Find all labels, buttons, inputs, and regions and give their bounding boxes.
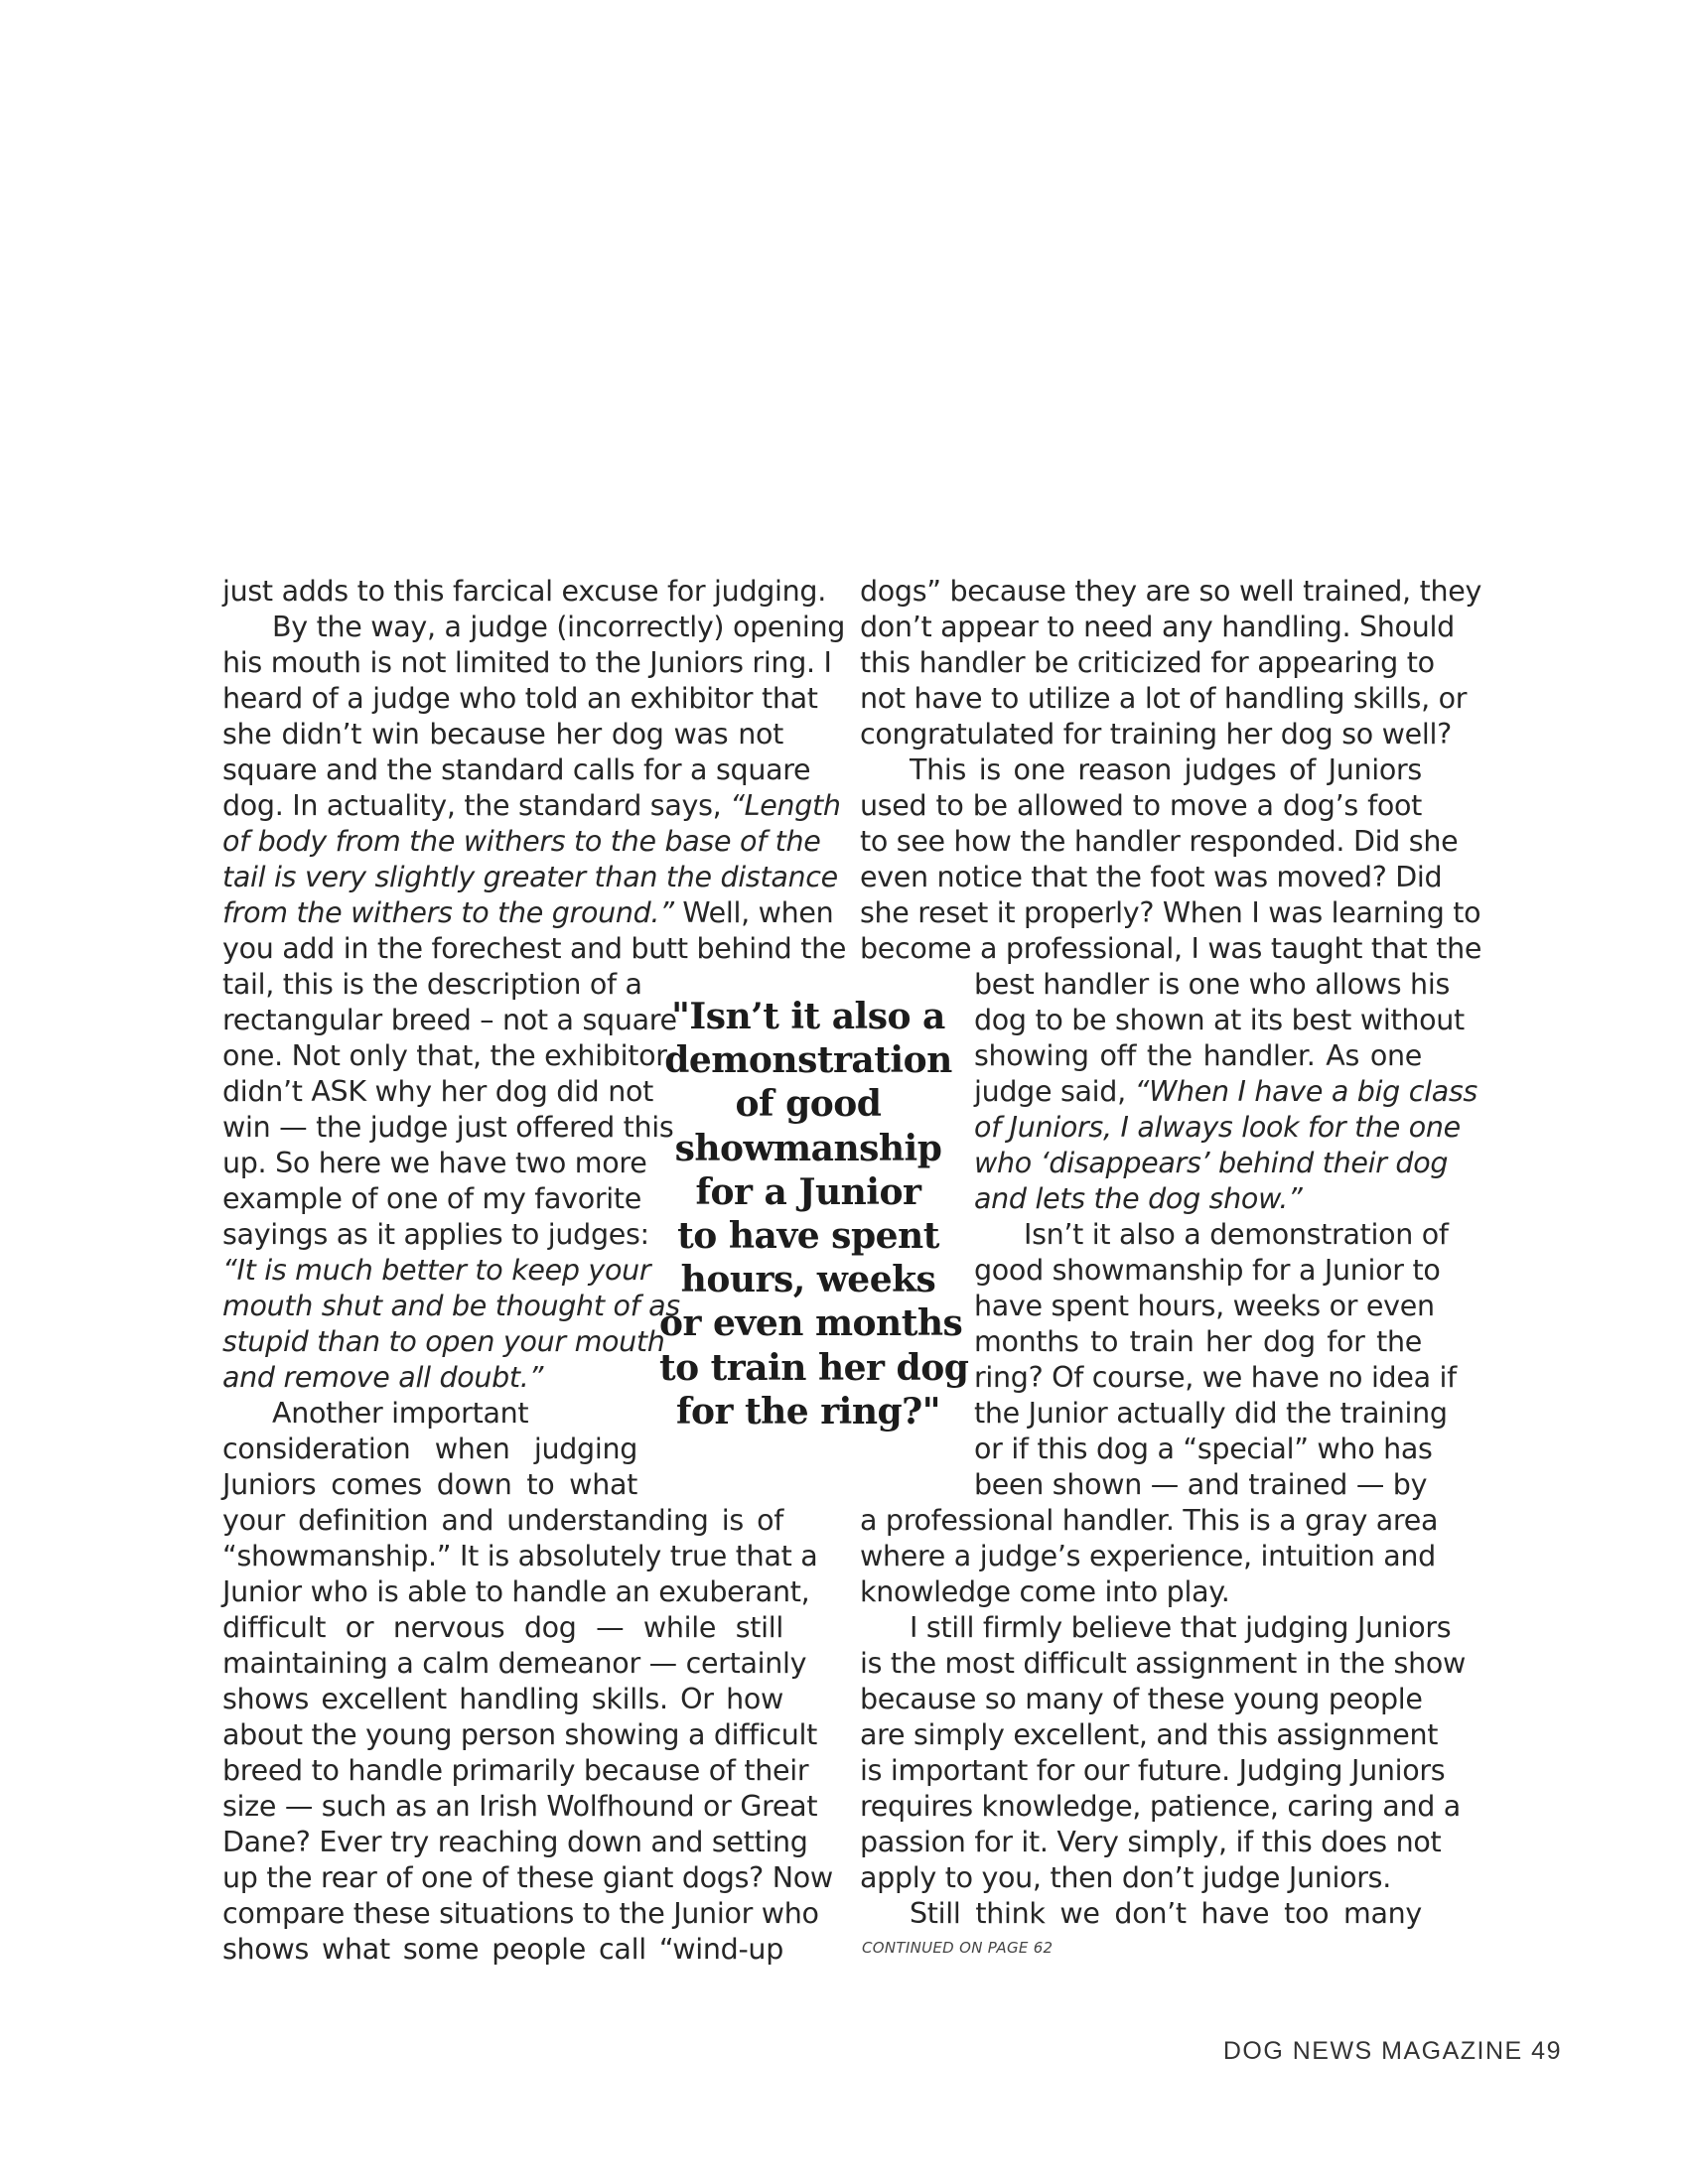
text-run: Well, when	[673, 896, 834, 929]
quote-text: “It is much better to keep your	[222, 1254, 651, 1287]
quote-text: of body from the withers to the base of the	[222, 825, 821, 858]
text-line: are simply excellent, and this assignment	[860, 1718, 1439, 1751]
text-line: she reset it properly? When I was learning to	[860, 896, 1481, 929]
quote-text: “Length	[730, 789, 841, 822]
text-line: shows what some people call “wind-up	[222, 1933, 783, 1966]
text-line: heard of a judge who told an exhibitor that	[222, 682, 818, 715]
text-line: didn’t ASK why her dog did not	[222, 1075, 653, 1108]
text-line	[974, 1146, 1449, 1181]
text-line: Junior who is able to handle an exuberant,	[222, 1575, 810, 1608]
text-run: dog. In actuality, the standard says,	[222, 789, 731, 822]
text-line: passion for it. Very simply, if this does not	[860, 1826, 1442, 1858]
text-line: your definition and understanding is of	[222, 1504, 783, 1537]
text-line: showing off the handler. As one	[974, 1039, 1422, 1072]
text-line	[222, 1360, 637, 1396]
text-line: example of one of my favorite	[222, 1182, 642, 1215]
text-line: up the rear of one of these giant dogs? Now	[222, 1861, 833, 1894]
text-line	[222, 1289, 680, 1324]
text-line: she didn’t win because her dog was not	[222, 718, 783, 751]
text-line	[974, 1181, 1422, 1217]
quote-text: tail is very slightly greater than the distance	[222, 861, 838, 893]
pull-quote-line: to have spent	[677, 1215, 939, 1258]
text-line	[222, 1324, 665, 1360]
text-line: months to train her dog for the	[974, 1325, 1422, 1358]
text-line: rectangular breed – not a square	[222, 1004, 677, 1036]
text-line	[222, 824, 821, 860]
pull-quote-line: of good	[735, 1083, 882, 1126]
text-line: because so many of these young people	[860, 1683, 1423, 1715]
pull-quote-line: for a Junior	[695, 1170, 921, 1213]
text-line: win — the judge just offered this	[222, 1111, 674, 1144]
text-line: Isn’t it also a demonstration of	[1024, 1218, 1449, 1251]
quote-text: and remove all doubt.”	[222, 1361, 544, 1394]
text-line: By the way, a judge (incorrectly) opening	[272, 611, 846, 643]
quote-text: from the withers to the ground.”	[222, 896, 674, 929]
text-line: to see how the handler responded. Did she	[860, 825, 1459, 858]
text-line: knowledge come into play.	[860, 1575, 1230, 1608]
text-line: compare these situations to the Junior who	[222, 1897, 819, 1930]
text-line: is the most difficult assignment in the show	[860, 1647, 1466, 1680]
pull-quote-line: to train her dog	[659, 1346, 969, 1389]
text-line: just adds to this farcical excuse for judging.	[222, 575, 826, 608]
pull-quote-line: demonstration	[664, 1039, 952, 1082]
pull-quote-line: "Isn’t it also a	[671, 996, 945, 1037]
text-line	[222, 895, 834, 931]
text-line: his mouth is not limited to the Juniors ring. I	[222, 646, 832, 679]
text-line: you add in the forechest and butt behind the	[222, 932, 847, 965]
pull-quote-line: hours, weeks	[680, 1259, 936, 1301]
quote-text: mouth shut and be thought of as	[222, 1290, 680, 1322]
text-line: I still firmly believe that judging Juniors	[910, 1611, 1452, 1644]
pull-quote-line: showmanship	[674, 1127, 942, 1169]
pull-quote-line: or even months	[659, 1302, 963, 1345]
text-line: not have to utilize a lot of handling skills, or	[860, 682, 1468, 715]
text-line: breed to handle primarily because of their	[222, 1754, 809, 1787]
text-line: Still think we don’t have too many	[910, 1897, 1422, 1930]
text-line: consideration when judging	[222, 1433, 637, 1465]
text-line: where a judge’s experience, intuition and	[860, 1540, 1436, 1572]
text-line: requires knowledge, patience, caring and a	[860, 1790, 1461, 1823]
text-line: This is one reason judges of Juniors	[910, 753, 1422, 786]
quote-text: and lets the dog show.”	[974, 1182, 1303, 1215]
pull-quote	[659, 995, 969, 1433]
text-line: a professional handler. This is a gray area	[860, 1504, 1439, 1537]
text-line	[222, 860, 838, 895]
text-line: about the young person showing a difficult	[222, 1718, 817, 1751]
text-line: up. So here we have two more	[222, 1147, 647, 1179]
text-line: size — such as an Irish Wolfhound or Great	[222, 1790, 818, 1823]
text-line: “showmanship.” It is absolutely true that a	[222, 1540, 818, 1572]
text-line: sayings as it applies to judges:	[222, 1218, 649, 1251]
text-line	[222, 788, 841, 824]
page-folio: DOG NEWS MAGAZINE 49	[1222, 2037, 1562, 2065]
text-line: this handler be criticized for appearing to	[860, 646, 1435, 679]
text-run: Another important	[272, 1397, 529, 1430]
text-line: Juniors comes down to what	[222, 1468, 637, 1501]
text-line: Dane? Ever try reaching down and setting	[222, 1826, 808, 1858]
text-line: even notice that the foot was moved? Did	[860, 861, 1443, 893]
text-line: is important for our future. Judging Juniors	[860, 1754, 1446, 1787]
text-line: square and the standard calls for a square	[222, 753, 811, 786]
text-line: apply to you, then don’t judge Juniors.	[860, 1861, 1391, 1894]
text-run: judge said,	[974, 1075, 1135, 1108]
text-line: difficult or nervous dog — while still	[222, 1611, 783, 1644]
text-line: maintaining a calm demeanor — certainly	[222, 1647, 807, 1680]
text-line: one. Not only that, the exhibitor	[222, 1039, 667, 1072]
text-line: tail, this is the description of a	[222, 968, 642, 1001]
text-line: been shown — and trained — by	[974, 1468, 1428, 1501]
text-line: ring? Of course, we have no idea if	[974, 1361, 1457, 1394]
text-line: dogs” because they are so well trained, they	[860, 575, 1482, 608]
quote-text: who ‘disappears’ behind their dog	[974, 1147, 1449, 1179]
continued-note: CONTINUED ON PAGE 62	[862, 1939, 1054, 1957]
text-line: best handler is one who allows his	[974, 968, 1450, 1001]
text-line: don’t appear to need any handling. Should	[860, 611, 1455, 643]
text-line: or if this dog a “special” who has	[974, 1433, 1433, 1465]
text-line: have spent hours, weeks or even	[974, 1290, 1435, 1322]
text-line: good showmanship for a Junior to	[974, 1254, 1441, 1287]
text-line: shows excellent handling skills. Or how	[222, 1683, 783, 1715]
pull-quote-line: for the ring?"	[675, 1390, 941, 1433]
text-line: the Junior actually did the training	[974, 1397, 1448, 1430]
text-line: congratulated for training her dog so well?	[860, 718, 1452, 751]
text-line	[222, 1253, 651, 1289]
quote-text: of Juniors, I always look for the one	[974, 1111, 1461, 1144]
text-line: used to be allowed to move a dog’s foot	[860, 789, 1422, 822]
quote-text: “When I have a big class	[1134, 1075, 1477, 1108]
text-line	[974, 1110, 1461, 1146]
text-line: dog to be shown at its best without	[974, 1004, 1465, 1036]
quote-text: stupid than to open your mouth	[222, 1325, 665, 1358]
text-line: become a professional, I was taught that the	[860, 932, 1482, 965]
text-line	[974, 1074, 1477, 1110]
